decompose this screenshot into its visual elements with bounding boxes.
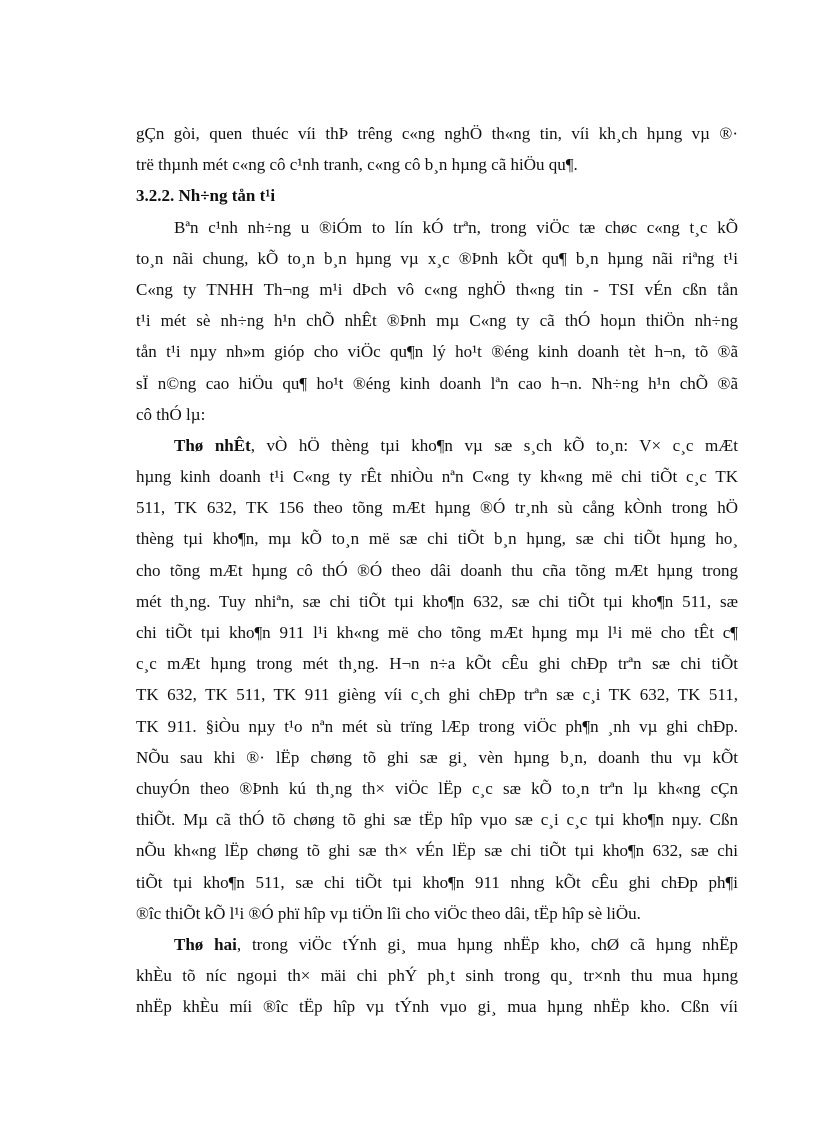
text-line: trë thµnh mét c«ng cô c¹nh tranh, c«ng cô b¸n hµng cã hiÖu qu¶. bbox=[136, 155, 578, 175]
text-line: hµng kinh doanh t¹i C«ng ty rÊt nhiÒu nªn C«ng ty kh«ng më chi tiÕt c¸c TK bbox=[136, 467, 738, 487]
text-run: ªn c¹nh nh÷ng u ®iÓm to lín kÓ trªn, trong viÖc tæ chøc c«ng t¸c kÕ bbox=[185, 217, 738, 237]
paragraph-first-line bbox=[136, 430, 738, 461]
text-run: , trong viÖc tÝnh gi¸ mua hµng nhËp kho, chØ cã hµng nhËp bbox=[236, 934, 738, 954]
text-line: C«ng ty TNHH Th¬ng m¹i dÞch vô c«ng nghÖ th«ng tin - TSI vÉn cßn tån bbox=[136, 279, 738, 299]
text-line: thèng tµi kho¶n, mµ kÕ to¸n më sæ chi tiÕt b¸n hµng, sæ chi tiÕt hµng ho¸ bbox=[136, 529, 738, 549]
text-line: 511, TK 632, TK 156 theo tõng mÆt hµng ®Ó tr¸nh sù cång kÒnh trong hÖ bbox=[136, 498, 738, 518]
text-line: TK 632, TK 511, TK 911 gièng víi c¸ch ghi chÐp trªn sæ c¸i TK 632, TK 511, bbox=[136, 685, 738, 705]
text-run: B bbox=[174, 217, 186, 237]
document-body bbox=[136, 118, 738, 1022]
section-heading: 3.2.2. Nh÷ng tån t¹i bbox=[136, 186, 276, 206]
text-line: cô thÓ lµ: bbox=[136, 404, 206, 424]
text-line: c¸c mÆt hµng trong mét th¸ng. H¬n n÷a kÕt cÊu ghi chÐp trªn sæ chi tiÕt bbox=[136, 654, 738, 674]
text-line: mét th¸ng. Tuy nhiªn, sæ chi tiÕt tµi kho¶n 632, sæ chi tiÕt tµi kho¶n 511, sæ bbox=[136, 591, 738, 611]
text-line: cho tõng mÆt hµng cô thÓ ®Ó theo dâi doanh thu cña tõng mÆt hµng trong bbox=[136, 560, 738, 580]
text-line: ®îc thiÕt kÕ l¹i ®Ó phï hîp vµ tiÖn lîi cho viÖc theo dâi, tËp hîp sè liÖu. bbox=[136, 903, 641, 923]
text-line: khÈu tõ níc ngoµi th× mäi chi phÝ ph¸t sinh trong qu¸ tr×nh thu mua hµng bbox=[136, 966, 738, 986]
text-line: nÕu kh«ng lËp chøng tõ ghi sæ th× vÉn lËp sæ chi tiÕt tµi kho¶n 632, sæ chi bbox=[136, 841, 738, 861]
text-line: t¹i mét sè nh÷ng h¹n chÕ nhÊt ®Þnh mµ C«ng ty cã thÓ hoµn thiÖn nh÷ng bbox=[136, 311, 738, 331]
text-line: chi tiÕt tµi kho¶n 911 l¹i kh«ng më cho tõng mÆt hµng mµ l¹i më cho tÊt c¶ bbox=[136, 623, 738, 642]
text-line: chuyÓn theo ®Þnh kú th¸ng th× viÖc lËp c¸c sæ kÕ to¸n trªn lµ kh«ng cÇn bbox=[136, 778, 738, 798]
paragraph-lead: Thø hai bbox=[174, 934, 237, 954]
text-line: to¸n nãi chung, kÕ to¸n b¸n hµng vµ x¸c ®Þnh kÕt qu¶ b¸n hµng nãi riªng t¹i bbox=[136, 248, 738, 268]
paragraph-first-line bbox=[136, 929, 738, 960]
text-line: NÕu sau khi ®· lËp chøng tõ ghi sæ gi¸ vèn hµng b¸n, doanh thu vµ kÕt bbox=[136, 747, 738, 767]
text-run: , vÒ hÖ thèng tµi kho¶n vµ sæ s¸ch kÕ to¸n: V× c¸c mÆt bbox=[250, 435, 738, 455]
paragraph-lead: Thø nhÊt bbox=[174, 435, 251, 455]
text-line: gÇn gòi, quen thuéc víi thÞ trêng c«ng nghÖ th«ng tin, víi kh¸ch hµng vµ ®· bbox=[136, 124, 738, 143]
text-line: thiÕt. Mµ cã thÓ tõ chøng tõ ghi sæ tËp hîp vµo sæ c¸i c¸c tµi kho¶n nµy. Cßn bbox=[136, 810, 738, 830]
text-line: tån t¹i nµy nh»m gióp cho viÖc qu¶n lý ho¹t ®éng kinh doanh tèt h¬n, tõ ®ã bbox=[136, 342, 738, 362]
text-line: TK 911. §iÒu nµy t¹o nªn mét sù trïng lÆp trong viÖc ph¶n ¸nh vµ ghi chÐp. bbox=[136, 716, 738, 736]
text-line: sÏ n©ng cao hiÖu qu¶ ho¹t ®éng kinh doanh lªn cao h¬n. Nh÷ng h¹n chÕ ®ã bbox=[136, 373, 738, 393]
text-line: tiÕt tµi kho¶n 511, sæ chi tiÕt tµi kho¶n 911 nhng kÕt cÊu ghi chÐp ph¶i bbox=[136, 872, 738, 892]
paragraph-first-line bbox=[136, 212, 738, 243]
text-line: nhËp khÈu míi ®îc tËp hîp vµ tÝnh vµo gi¸ mua hµng nhËp kho. Cßn víi bbox=[136, 997, 738, 1017]
